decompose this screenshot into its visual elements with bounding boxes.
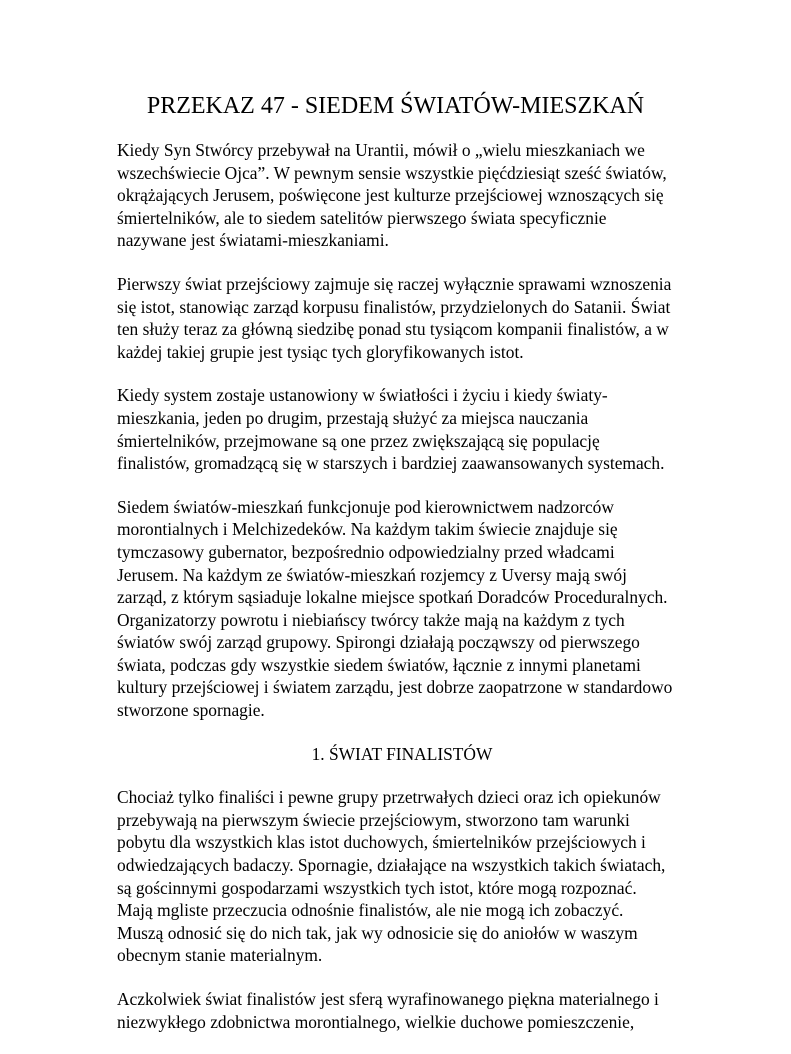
text-line: Aczkolwiek świat finalistów jest sferą wyrafinowanego piękna materialnego i	[117, 989, 659, 1009]
section-heading: 1. ŚWIAT FINALISTÓW	[311, 743, 493, 764]
paragraph-1	[117, 139, 677, 252]
text-line: śmiertelników, przejmowane są one przez zwiększającą się populację	[117, 430, 600, 451]
text-line: tymczasowy gubernator, bezpośrednio odpowiedzialny przed władcami	[117, 541, 615, 562]
text-line: zarząd, z którym sąsiaduje lokalne miejsce spotkań Doradców Proceduralnych.	[117, 587, 668, 608]
text-line: wszechświecie Ojca”. W pewnym sensie wszystkie pięćdziesiąt sześć światów,	[117, 162, 667, 183]
text-line: są gościnnymi gospodarzami wszystkich tych istot, które mogą rozpoznać.	[117, 877, 637, 898]
text-line: mieszkania, jeden po drugim, przestają służyć za miejsca nauczania	[117, 407, 589, 428]
text-line: Muszą odnosić się do nich tak, jak wy odnosicie się do aniołów w waszym	[117, 922, 638, 943]
text-line: każdej takiej grupie jest tysiąc tych gloryfikowanych istot.	[117, 341, 524, 362]
text-line: Mają mgliste przeczucia odnośnie finalistów, ale nie mogą ich zobaczyć.	[117, 900, 624, 921]
paragraph-2	[117, 273, 677, 363]
paragraph-5	[117, 786, 677, 967]
paragraph-4	[117, 496, 677, 722]
text-line: światów swój zarząd grupowy. Spirongi działają począwszy od pierwszego	[117, 632, 640, 653]
paragraph-3	[117, 384, 677, 474]
text-line: Kiedy Syn Stwórcy przebywał na Urantii, mówił o „wielu mieszkaniach we	[117, 140, 645, 160]
document-body	[117, 139, 677, 1054]
paragraph-6	[117, 988, 677, 1033]
text-line: pobytu dla wszystkich klas istot duchowych, śmiertelników przejściowych i	[117, 832, 646, 853]
text-line: ten służy teraz za główną siedzibę ponad stu tysiącom kompanii finalistów, a w	[117, 319, 669, 340]
text-line: nazywane jest światami-mieszkaniami.	[117, 230, 389, 251]
text-line: świata, podczas gdy wszystkie siedem światów, łącznie z innymi planetami	[117, 654, 641, 675]
text-line: Jerusem. Na każdym ze światów-mieszkań rozjemcy z Uversy mają swój	[117, 564, 627, 585]
text-line: morontialnych i Melchizedeków. Na każdym takim świecie znajduje się	[117, 519, 618, 540]
text-line: niezwykłego zdobnictwa morontialnego, wielkie duchowe pomieszczenie,	[117, 1011, 635, 1032]
text-line: finalistów, gromadzącą się w starszych i bardziej zaawansowanych systemach.	[117, 453, 665, 474]
text-line: przebywają na pierwszym świecie przejściowym, stworzono tam warunki	[117, 809, 630, 830]
text-line: kultury przejściowej i światem zarządu, jest dobrze zaopatrzone w standardowo	[117, 677, 673, 698]
text-line: śmiertelników, ale to siedem satelitów pierwszego świata specyficznie	[117, 207, 607, 228]
text-line: Kiedy system zostaje ustanowiony w światłości i życiu i kiedy światy-	[117, 385, 608, 406]
text-line: Organizatorzy powrotu i niebiańscy twórcy także mają na każdym z tych	[117, 609, 625, 630]
text-line: się istot, stanowiąc zarząd korpusu finalistów, przydzielonych do Satanii. Świat	[117, 296, 671, 317]
text-line: okrążających Jerusem, poświęcone jest kulturze przejściowej wznoszących się	[117, 185, 664, 206]
text-line: Chociaż tylko finaliści i pewne grupy przetrwałych dzieci oraz ich opiekunów	[117, 787, 661, 808]
page-title: PRZEKAZ 47 - SIEDEM ŚWIATÓW-MIESZKAŃ	[146, 93, 645, 119]
text-line: Siedem światów-mieszkań funkcjonuje pod kierownictwem nadzorców	[117, 496, 614, 517]
text-line: Pierwszy świat przejściowy zajmuje się raczej wyłącznie sprawami wznoszenia	[117, 273, 672, 294]
text-line: stworzone spornagie.	[117, 700, 265, 721]
text-line: odwiedzających badaczy. Spornagie, działające na wszystkich takich światach,	[117, 855, 666, 876]
text-line: obecnym stanie materialnym.	[117, 945, 323, 966]
